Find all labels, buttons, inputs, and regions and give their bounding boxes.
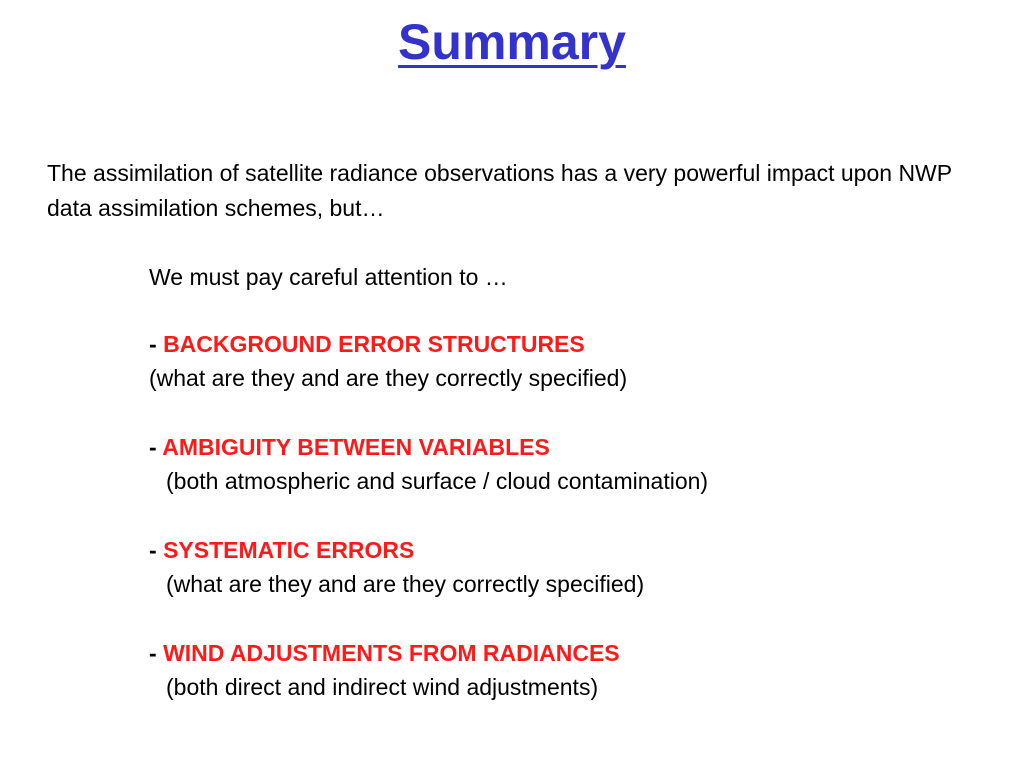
item-heading: AMBIGUITY BETWEEN VARIABLES [162,434,550,460]
item-dash: - [149,640,164,666]
item-heading-line [149,533,644,567]
list-item-ambiguity [149,430,708,498]
item-note: (what are they and are they correctly specified) [149,365,628,391]
list-item-background-error [149,327,627,395]
item-note: (what are they and are they correctly specified) [166,571,645,597]
lead-sentence: We must pay careful attention to … [149,264,508,290]
item-dash: - [149,331,164,357]
slide-title: Summary [398,14,626,70]
item-heading: WIND ADJUSTMENTS FROM RADIANCES [163,640,620,666]
item-heading: BACKGROUND ERROR STRUCTURES [163,331,585,357]
item-dash: - [149,434,163,460]
item-note: (both atmospheric and surface / cloud contamination) [166,468,709,494]
item-dash: - [149,537,164,563]
item-note: (both direct and indirect wind adjustments) [166,674,599,700]
item-heading: SYSTEMATIC ERRORS [163,537,415,563]
intro-paragraph: The assimilation of satellite radiance observations has a very powerful impact upon NWP data assimilation schemes, but… [47,160,952,221]
item-heading-line [149,327,627,361]
list-item-wind-adjustments [149,636,620,704]
list-item-systematic-errors [149,533,644,601]
item-heading-line [149,430,708,464]
item-heading-line [149,636,620,670]
